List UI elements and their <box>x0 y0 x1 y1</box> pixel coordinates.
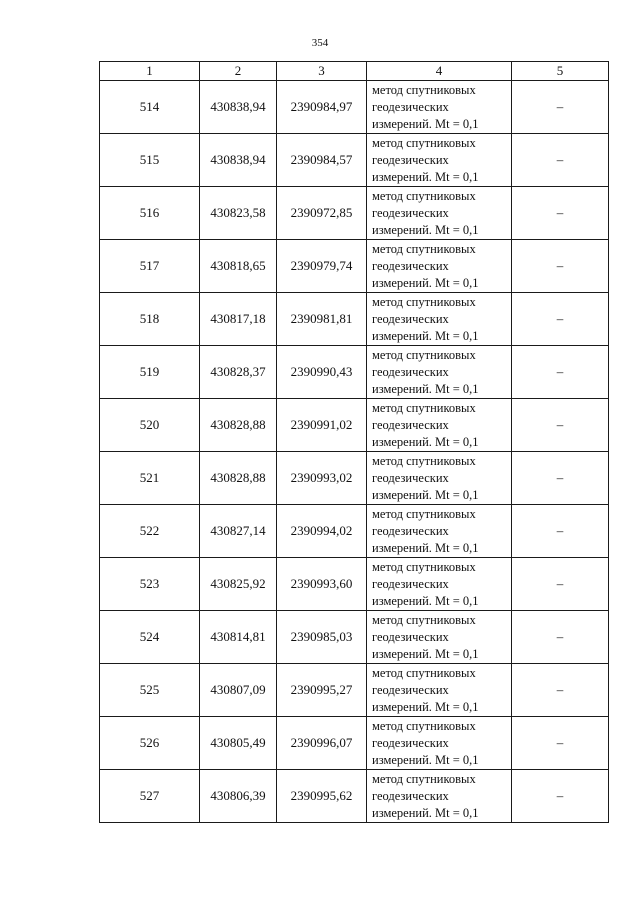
method-line: метод спутниковых <box>372 665 476 680</box>
method-description <box>367 134 512 187</box>
table-row <box>100 505 609 558</box>
method-line: измерений. Mt = 0,1 <box>372 699 479 714</box>
coordinate-y: 2390994,02 <box>277 505 367 558</box>
method-line: метод спутниковых <box>372 241 476 256</box>
coordinate-y: 2390993,02 <box>277 452 367 505</box>
point-number: 523 <box>100 558 200 611</box>
coordinate-x: 430828,37 <box>200 346 277 399</box>
point-number: 525 <box>100 664 200 717</box>
method-line: метод спутниковых <box>372 347 476 362</box>
coordinate-y: 2390993,60 <box>277 558 367 611</box>
note-cell: – <box>512 558 609 611</box>
column-header: 5 <box>512 62 609 81</box>
table-row <box>100 293 609 346</box>
method-description <box>367 293 512 346</box>
coordinate-x: 430823,58 <box>200 187 277 240</box>
method-line: геодезических <box>372 417 449 432</box>
page-number: 354 <box>311 37 329 49</box>
method-line: геодезических <box>372 629 449 644</box>
method-line: метод спутниковых <box>372 453 476 468</box>
table-row <box>100 134 609 187</box>
note-cell: – <box>512 187 609 240</box>
method-description <box>367 187 512 240</box>
method-line: геодезических <box>372 523 449 538</box>
coordinate-y: 2390972,85 <box>277 187 367 240</box>
point-number: 522 <box>100 505 200 558</box>
note-cell: – <box>512 134 609 187</box>
table-row <box>100 452 609 505</box>
note-cell: – <box>512 770 609 823</box>
method-line: измерений. Mt = 0,1 <box>372 116 479 131</box>
coordinate-x: 430838,94 <box>200 134 277 187</box>
method-description <box>367 664 512 717</box>
method-description <box>367 717 512 770</box>
coordinate-x: 430827,14 <box>200 505 277 558</box>
method-line: измерений. Mt = 0,1 <box>372 805 479 820</box>
column-header: 2 <box>200 62 277 81</box>
note-cell: – <box>512 81 609 134</box>
method-line: измерений. Mt = 0,1 <box>372 222 479 237</box>
point-number: 526 <box>100 717 200 770</box>
column-header: 3 <box>277 62 367 81</box>
coordinates-table <box>99 61 609 823</box>
point-number: 519 <box>100 346 200 399</box>
note-cell: – <box>512 293 609 346</box>
method-line: геодезических <box>372 311 449 326</box>
table-row <box>100 240 609 293</box>
method-line: геодезических <box>372 205 449 220</box>
coordinate-x: 430817,18 <box>200 293 277 346</box>
coordinate-y: 2390985,03 <box>277 611 367 664</box>
coordinate-y: 2390995,27 <box>277 664 367 717</box>
table-header-row <box>100 62 609 81</box>
method-line: измерений. Mt = 0,1 <box>372 169 479 184</box>
method-line: метод спутниковых <box>372 135 476 150</box>
point-number: 518 <box>100 293 200 346</box>
table-row <box>100 346 609 399</box>
method-line: метод спутниковых <box>372 771 476 786</box>
point-number: 515 <box>100 134 200 187</box>
column-header: 1 <box>100 62 200 81</box>
method-line: метод спутниковых <box>372 506 476 521</box>
method-line: метод спутниковых <box>372 294 476 309</box>
method-line: геодезических <box>372 364 449 379</box>
note-cell: – <box>512 505 609 558</box>
method-line: измерений. Mt = 0,1 <box>372 328 479 343</box>
point-number: 521 <box>100 452 200 505</box>
coordinate-x: 430828,88 <box>200 399 277 452</box>
table-row <box>100 187 609 240</box>
coordinate-x: 430818,65 <box>200 240 277 293</box>
method-line: измерений. Mt = 0,1 <box>372 381 479 396</box>
method-line: измерений. Mt = 0,1 <box>372 593 479 608</box>
coordinate-x: 430838,94 <box>200 81 277 134</box>
point-number: 516 <box>100 187 200 240</box>
note-cell: – <box>512 240 609 293</box>
note-cell: – <box>512 452 609 505</box>
coordinate-y: 2390991,02 <box>277 399 367 452</box>
point-number: 527 <box>100 770 200 823</box>
point-number: 524 <box>100 611 200 664</box>
method-line: геодезических <box>372 788 449 803</box>
method-line: измерений. Mt = 0,1 <box>372 646 479 661</box>
method-description <box>367 81 512 134</box>
method-line: измерений. Mt = 0,1 <box>372 434 479 449</box>
method-description <box>367 558 512 611</box>
coordinate-y: 2390979,74 <box>277 240 367 293</box>
note-cell: – <box>512 611 609 664</box>
note-cell: – <box>512 399 609 452</box>
method-line: метод спутниковых <box>372 559 476 574</box>
method-description <box>367 452 512 505</box>
coordinate-x: 430806,39 <box>200 770 277 823</box>
point-number: 514 <box>100 81 200 134</box>
note-cell: – <box>512 717 609 770</box>
method-line: геодезических <box>372 99 449 114</box>
method-line: измерений. Mt = 0,1 <box>372 540 479 555</box>
point-number: 520 <box>100 399 200 452</box>
method-line: метод спутниковых <box>372 718 476 733</box>
method-line: геодезических <box>372 152 449 167</box>
method-description <box>367 505 512 558</box>
coordinate-x: 430807,09 <box>200 664 277 717</box>
coordinate-x: 430814,81 <box>200 611 277 664</box>
method-description <box>367 770 512 823</box>
method-description <box>367 240 512 293</box>
method-line: измерений. Mt = 0,1 <box>372 275 479 290</box>
method-line: геодезических <box>372 470 449 485</box>
column-header: 4 <box>367 62 512 81</box>
table-row <box>100 770 609 823</box>
method-description <box>367 346 512 399</box>
point-number: 517 <box>100 240 200 293</box>
coordinate-y: 2390996,07 <box>277 717 367 770</box>
coordinate-x: 430805,49 <box>200 717 277 770</box>
method-line: геодезических <box>372 682 449 697</box>
method-description <box>367 611 512 664</box>
method-line: метод спутниковых <box>372 82 476 97</box>
method-line: измерений. Mt = 0,1 <box>372 487 479 502</box>
method-line: метод спутниковых <box>372 612 476 627</box>
method-line: метод спутниковых <box>372 400 476 415</box>
table-row <box>100 558 609 611</box>
coordinate-y: 2390984,57 <box>277 134 367 187</box>
table-row <box>100 611 609 664</box>
method-line: геодезических <box>372 735 449 750</box>
note-cell: – <box>512 346 609 399</box>
coordinate-y: 2390995,62 <box>277 770 367 823</box>
table-row <box>100 664 609 717</box>
table-row <box>100 81 609 134</box>
coordinate-y: 2390984,97 <box>277 81 367 134</box>
method-line: геодезических <box>372 258 449 273</box>
note-cell: – <box>512 664 609 717</box>
method-line: измерений. Mt = 0,1 <box>372 752 479 767</box>
method-line: геодезических <box>372 576 449 591</box>
method-description <box>367 399 512 452</box>
table-row <box>100 399 609 452</box>
coordinate-x: 430828,88 <box>200 452 277 505</box>
coordinate-y: 2390981,81 <box>277 293 367 346</box>
coordinate-x: 430825,92 <box>200 558 277 611</box>
coordinate-y: 2390990,43 <box>277 346 367 399</box>
method-line: метод спутниковых <box>372 188 476 203</box>
table-row <box>100 717 609 770</box>
